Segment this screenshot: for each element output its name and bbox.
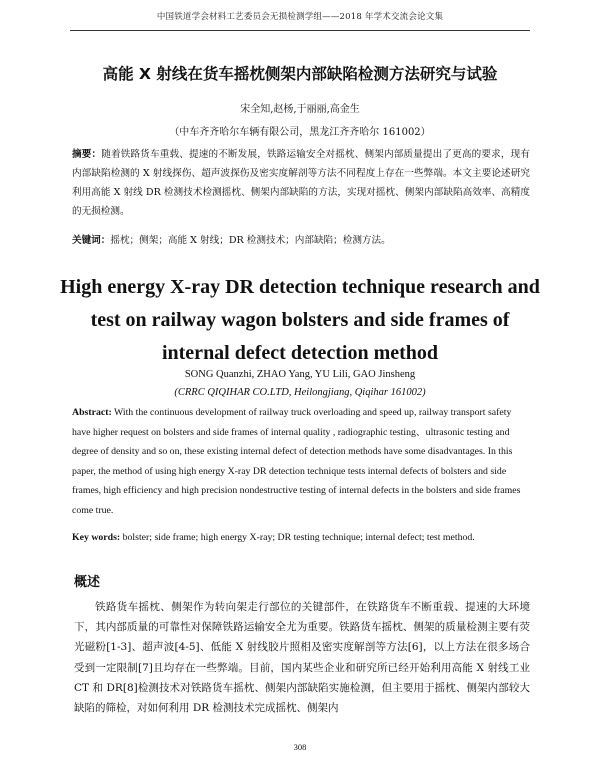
running-header: 中国铁道学会材料工艺委员会无损检测学组——2018 年学术交流会论文集 — [156, 12, 444, 22]
chinese-abstract — [72, 145, 530, 221]
english-title: High energy X-ray DR detection technique research and test on railway wagon bolsters and side frames of internal defect detection method — [60, 276, 540, 364]
section-heading: 概述 — [74, 575, 101, 590]
english-keywords-label: Key words: — [72, 532, 121, 543]
english-affiliation: (CRRC QIQIHAR CO.LTD, Heilongjiang, Qiqihar 161002) — [174, 387, 426, 398]
chinese-abstract-label: 摘要： — [72, 149, 102, 160]
english-abstract-text: With the continuous development of railway truck overloading and speed up, railway transport safety have higher request on bolsters and side frames of internal quality , radiographic testing、ultrasonic testing and degree of density and so on, these existing internal defect of detection methods have some disadvantages. In this paper, the method of using high energy X-ray DR detection technique tests internal defects of bolsters and side frames, high efficiency and high precision nondestructive testing of internal defects in the bolsters and side frames come true. — [72, 407, 521, 516]
chinese-abstract-text: 随着铁路货车重载、提速的不断发展，铁路运输安全对摇枕、侧架内部质量提出了更高的要求，现有内部缺陷检测的 X 射线探伤、超声波探伤及密实度解剖等方法不同程度上存在一些弊端。本文主要论述研究利用高能 X 射线 DR 检测技术检测摇枕、侧架内部缺陷的方法，实现对摇枕、侧架内部缺陷高效率、高精度的无损检测。 — [72, 149, 531, 217]
section-paragraph: 铁路货车摇枕、侧架作为转向架走行部位的关键部件，在铁路货车不断重载、提速的大环境下，其内部质量的可靠性对保障铁路运输安全尤为重要。铁路货车摇枕、侧架的质量检测主要有荧光磁粉[1-3]、超声波[4-5]、低能 X 射线胶片照相及密实度解剖等方法[6]，以上方法在很多场合受到一定限制[7]且均存在一些弊端。目前，国内某些企业和研究所已经开始利用高能 X 射线工业 CT 和 DR[8]检测技术对铁路货车摇枕、侧架内部缺陷实施检测，但主要用于摇枕、侧架内部较大缺陷的筛检，对如何利用 DR 检测技术完成摇枕、侧架内 — [74, 601, 530, 715]
chinese-authors: 宋全知,赵杨,于丽丽,高金生 — [240, 104, 360, 115]
chinese-title: 高能 X 射线在货车摇枕侧架内部缺陷检测方法研究与试验 — [102, 65, 498, 83]
chinese-keywords-label: 关键词： — [72, 235, 111, 246]
chinese-keywords-text: 摇枕；侧架；高能 X 射线；DR 检测技术；内部缺陷；检测方法。 — [110, 235, 391, 246]
english-keywords-text: bolster; side frame; high energy X-ray; DR testing technique; internal defect; test method. — [120, 532, 475, 543]
english-abstract — [72, 403, 526, 520]
english-authors: SONG Quanzhi, ZHAO Yang, YU Lili, GAO Jinsheng — [184, 369, 416, 380]
english-keywords — [72, 532, 530, 543]
chinese-affiliation: （中车齐齐哈尔车辆有限公司，黑龙江齐齐哈尔 161002） — [169, 127, 431, 138]
header-rule — [70, 30, 530, 31]
english-abstract-label: Abstract: — [72, 407, 112, 418]
page-number: 308 — [293, 742, 307, 752]
chinese-keywords — [72, 232, 530, 246]
